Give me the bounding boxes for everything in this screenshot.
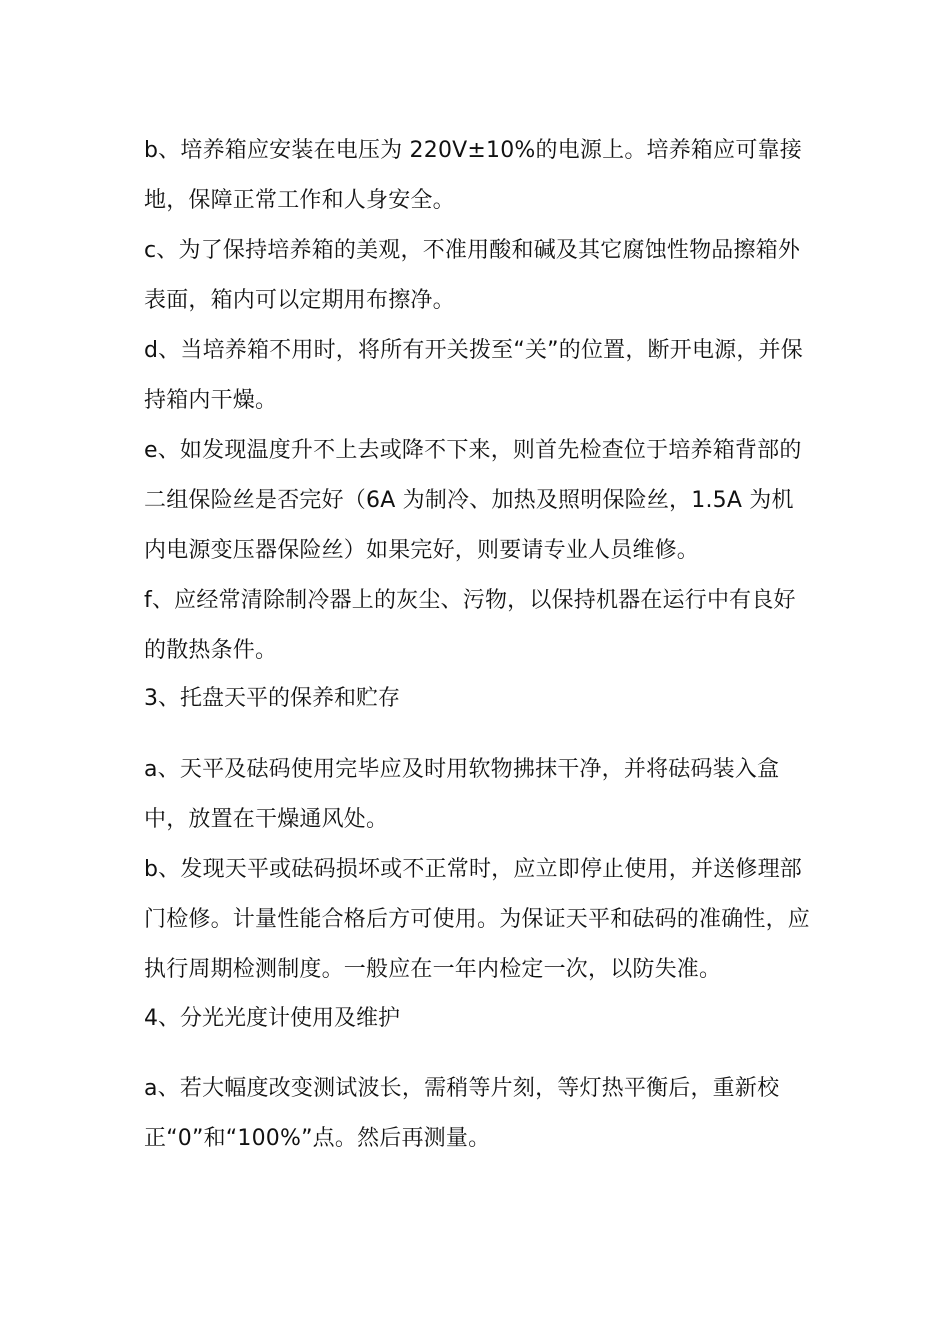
paragraph-b-incubator-power: b、培养箱应安装在电压为 220V±10%的电源上。培养箱应可靠接地，保障正常工作和人身安全。 xyxy=(144,138,802,213)
paragraph-f-incubator-cooler: f、应经常清除制冷器上的灰尘、污物，以保持机器在运行中有良好的散热条件。 xyxy=(144,588,796,663)
paragraph-a-spectrophotometer: a、若大幅度改变测试波长，需稍等片刻，等灯热平衡后，重新校正“0”和“100%”点。然后再测量。 xyxy=(144,1076,780,1151)
paragraph-b-balance-repair: b、发现天平或砝码损坏或不正常时，应立即停止使用，并送修理部门检修。计量性能合格后方可使用。为保证天平和砝码的准确性，应执行周期检测制度。一般应在一年内检定一次，以防失准。 xyxy=(144,857,811,982)
section-heading-3: 3、托盘天平的保养和贮存 xyxy=(144,686,400,711)
paragraph-d-incubator-off: d、当培养箱不用时，将所有开关拨至“关”的位置，断开电源，并保持箱内干燥。 xyxy=(144,338,803,413)
paragraph-e-incubator-fuse: e、如发现温度升不上去或降不下来，则首先检查位于培养箱背部的二组保险丝是否完好（6A 为制冷、加热及照明保险丝，1.5A 为机内电源变压器保险丝）如果完好，则要请专业人员维修。 xyxy=(144,438,802,563)
paragraph-c-incubator-cleaning: c、为了保持培养箱的美观，不准用酸和碱及其它腐蚀性物品擦箱外表面，箱内可以定期用布擦净。 xyxy=(144,238,801,313)
section-heading-4: 4、分光光度计使用及维护 xyxy=(144,1006,400,1031)
paragraph-a-balance-cleaning: a、天平及砝码使用完毕应及时用软物拂抹干净，并将砝码装入盒中，放置在干燥通风处。 xyxy=(144,757,780,832)
